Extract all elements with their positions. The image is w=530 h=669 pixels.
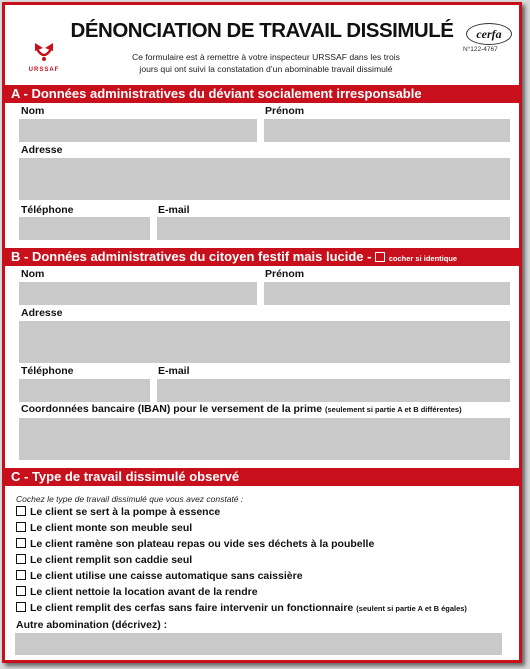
subtitle-line-1: Ce formulaire est à remettre à votre inspecteur URSSAF dans les trois [132, 52, 400, 62]
form-subtitle [101, 51, 431, 75]
check-item-5[interactable] [16, 570, 303, 582]
checkbox[interactable] [16, 538, 26, 548]
logo-wordmark: URSSAF [28, 67, 60, 73]
checkbox[interactable] [16, 586, 26, 596]
a-telephone-label: Téléphone [21, 204, 74, 216]
a-adresse-field[interactable] [19, 158, 510, 200]
b-email-field[interactable] [157, 379, 510, 402]
section-c-header: C - Type de travail dissimulé observé [5, 468, 519, 486]
check-item-7[interactable] [16, 602, 467, 614]
cerfa-logo: cerfa [466, 23, 512, 45]
identical-note: cocher si identique [388, 254, 458, 263]
b-prenom-label: Prénom [265, 268, 305, 280]
a-adresse-label: Adresse [21, 144, 63, 156]
form-title: DÉNONCIATION DE TRAVAIL DISSIMULÉ [70, 19, 454, 42]
check-item-6[interactable] [16, 586, 258, 598]
a-prenom-field[interactable] [264, 119, 510, 142]
check-item-label: Le client nettoie la location avant de la rendre [30, 586, 258, 598]
section-a-header: A - Données administratives du déviant socialement irresponsable [5, 85, 519, 103]
a-prenom-label: Prénom [265, 105, 305, 117]
section-c-instruction: Cochez le type de travail dissimulé que vous avez constaté : [16, 494, 244, 504]
iban-note: (seulement si partie A et B différentes) [325, 405, 462, 414]
check-item-4[interactable] [16, 554, 192, 566]
checkbox[interactable] [16, 522, 26, 532]
other-label: Autre abomination (décrivez) : [16, 619, 168, 631]
check-item-label: Le client utilise une caisse automatique sans caissière [30, 570, 303, 582]
subtitle-line-2: jours qui ont suivi la constatation d’un abominable travail dissimulé [139, 64, 393, 74]
cerfa-number: N°122-4767 [463, 46, 498, 53]
b-adresse-label: Adresse [21, 307, 63, 319]
other-field[interactable] [15, 633, 502, 655]
b-email-label: E-mail [158, 365, 190, 377]
checkbox[interactable] [16, 570, 26, 580]
b-prenom-field[interactable] [264, 282, 510, 305]
iban-label [21, 403, 462, 415]
check-item-3[interactable] [16, 538, 374, 550]
form-page [2, 2, 522, 663]
checkbox[interactable] [16, 554, 26, 564]
b-nom-field[interactable] [19, 282, 257, 305]
check-item-2[interactable] [16, 522, 192, 534]
b-nom-label: Nom [21, 268, 45, 280]
check-item-7-note: (seulent si partie A et B égales) [356, 604, 467, 613]
a-email-field[interactable] [157, 217, 510, 240]
a-telephone-field[interactable] [19, 217, 150, 240]
iban-field[interactable] [19, 418, 510, 460]
check-item-label: Le client remplit des cerfas sans faire intervenir un fonctionnaire [30, 602, 354, 614]
check-item-label: Le client monte son meuble seul [30, 522, 193, 534]
checkbox[interactable] [16, 506, 26, 516]
identical-checkbox[interactable] [375, 252, 385, 262]
b-telephone-label: Téléphone [21, 365, 74, 377]
a-nom-label: Nom [21, 105, 45, 117]
section-b-header [5, 248, 519, 266]
a-email-label: E-mail [158, 204, 190, 216]
check-item-label: Le client se sert à la pompe à essence [30, 506, 221, 518]
b-adresse-field[interactable] [19, 321, 510, 363]
checkbox[interactable] [16, 602, 26, 612]
b-telephone-field[interactable] [19, 379, 150, 402]
check-item-1[interactable] [16, 506, 220, 518]
section-b-title: B - Données administratives du citoyen festif mais lucide - [11, 249, 376, 264]
iban-label-text: Coordonnées bancaire (IBAN) pour le versement de la prime [21, 403, 323, 415]
check-item-label: Le client ramène son plateau repas ou vide ses déchets à la poubelle [30, 538, 375, 550]
a-nom-field[interactable] [19, 119, 257, 142]
check-item-label: Le client remplit son caddie seul [30, 554, 193, 566]
